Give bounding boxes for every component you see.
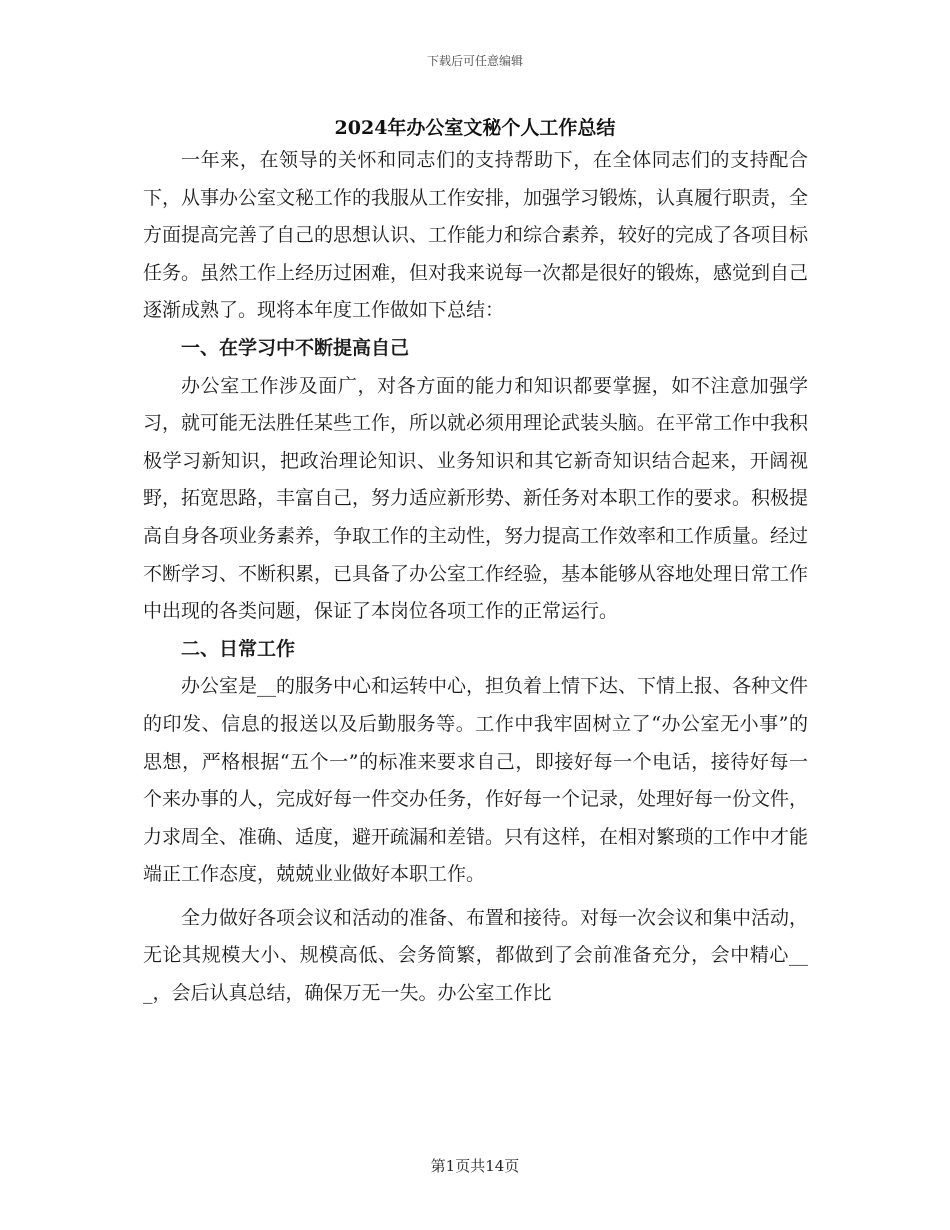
section-heading-study: 一、在学习中不断提高自己 [181, 336, 410, 359]
intro-paragraph: 一年来，在领导的关怀和同志们的支持帮助下，在全体同志们的支持配合下，从事办公室文秘工作的我服从工作安排，加强学习锻炼，认真履行职责，全方面提高完善了自己的思想认识、工作能力和综合素养，较好的完成了各项目标任务。虽然工作上经历过困难，但对我来说每一次都是很好的锻炼，感觉到自己逐渐成熟了。现将本年度工作做如下总结： [143, 149, 809, 322]
page-header-note: 下载后可任意编辑 [426, 54, 523, 68]
study-paragraph: 办公室工作涉及面广，对各方面的能力和知识都要掌握，如不注意加强学习，就可能无法胜任某些工作，所以就必须用理论武装头脑。在平常工作中我积极学习新知识，把政治理论知识、业务知识和其它新奇知识结合起来，开阔视野，拓宽思路，丰富自己，努力适应新形势、新任务对本职工作的要求。积极提高自身各项业务素养，争取工作的主动性，努力提高工作效率和工作质量。经过不断学习、不断积累，已具备了办公室工作经验，基本能够从容地处理日常工作中出现的各类问题，保证了本岗位各项工作的正常运行。 [143, 374, 809, 623]
section-heading-daily-work: 二、日常工作 [181, 637, 296, 660]
document-body [143, 142, 808, 1013]
meetings-paragraph: 全力做好各项会议和活动的准备、布置和接待。对每一次会议和集中活动，无论其规模大小、规模高低、会务简繁，都做到了会前准备充分，会中精心___，会后认真总结，确保万无一失。办公室工作比 [143, 906, 809, 1005]
page-number-footer: 第1页共14页 [430, 1157, 520, 1175]
daily-work-paragraph: 办公室是__的服务中心和运转中心，担负着上情下达、下情上报、各种文件的印发、信息的报送以及后勤服务等。工作中我牢固树立了“办公室无小事”的思想，严格根据“五个一”的标准来要求自己，即接好每一个电话，接待好每一个来办事的人，完成好每一件交办任务，作好每一个记录，处理好每一份文件，力求周全、准确、适度，避开疏漏和差错。只有这样，在相对繁琐的工作中才能端正工作态度，兢兢业业做好本职工作。 [143, 675, 809, 886]
document-title: 2024年办公室文秘个人工作总结 [334, 117, 616, 139]
